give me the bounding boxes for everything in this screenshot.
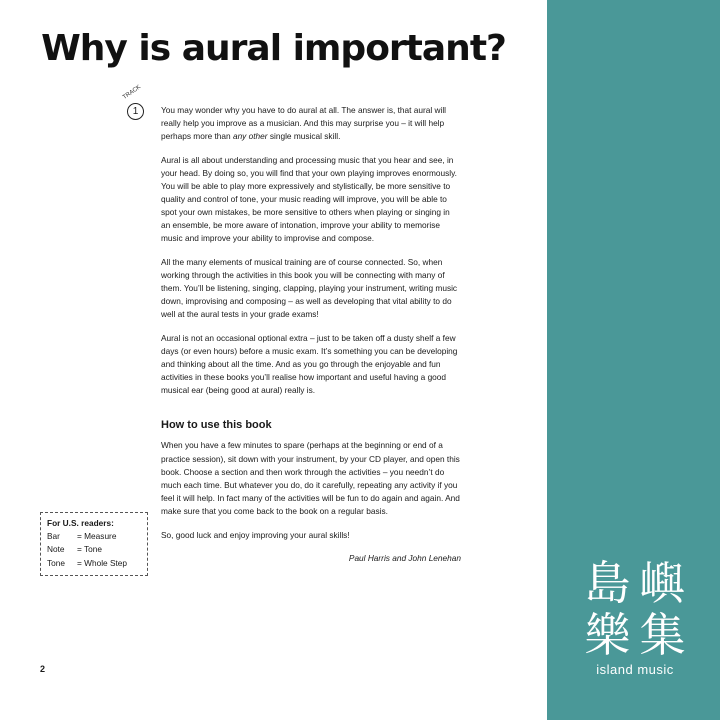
page-number: 2 — [40, 664, 46, 674]
track-label: TRACK — [122, 84, 143, 101]
us-readers-row: Tone = Whole Step — [47, 557, 128, 568]
section-heading: How to use this book — [161, 419, 272, 432]
logo-char: 樂 — [584, 608, 631, 662]
logo-char: 島 — [584, 556, 631, 610]
paragraph: All the many elements of musical training are of course connected. So, when working through the activities in this book you will be connecting with many of them. You’ll be listening, singing, clapping, playing your instrument, writing music down, improvising and composing – as well as developing that vital ability to do well at the aural tests in your grade exams! — [161, 256, 458, 320]
us-readers-title: For U.S. readers: — [47, 518, 114, 528]
track-number: 1 — [127, 103, 144, 120]
track-marker — [122, 84, 146, 122]
logo-char: 嶼 — [639, 556, 686, 610]
paragraph: So, good luck and enjoy improving your aural skills! — [161, 529, 350, 540]
us-readers-row: Note = Tone — [47, 544, 102, 555]
island-music-logo — [580, 557, 690, 677]
us-readers-row: Bar = Measure — [47, 531, 117, 542]
paragraph: When you have a few minutes to spare (perhaps at the beginning or end of a practice session), sit down with your instrument, by your CD player, and open this book. Choose a section and then work through the activities – you needn’t do much each time. But whatever you do, do it carefully, repeating any activity if you feel it will help. In fact many of the activities will be fun to do again and again. And make sure that you come back to the book on a regular basis. — [161, 440, 460, 516]
logo-char: 集 — [639, 608, 686, 662]
main-text — [161, 104, 461, 565]
paragraph: Aural is all about understanding and processing music that you hear and see, in your head. By doing so, you will find that your own playing improves enormously. You will be able to play more expressively and stylistically, be more sensitive to quality and control of tone, your music reading will improve, you will be able to spot your own mistakes, be more sensitive to others when playing or singing in an ensemble, be more aware of intonation, improve your ability to memorise music and improve your ability to improvise and compose. — [161, 154, 457, 244]
emphasis: any other — [232, 131, 268, 142]
logo-text: island music — [596, 662, 674, 677]
author-signature: Paul Harris and John Lenehan — [348, 553, 461, 564]
paragraph: Aural is not an occasional optional extra – just to be taken off a dusty shelf a few days (or even hours) before a music exam. It’s something you can be developing and thinking about all the time. And as you go through the enjoyable and fun activities in these books you’ll realise how important and useful having a good musical ear (being good at aural) really is. — [161, 332, 458, 396]
logo-characters — [580, 557, 690, 661]
page-title: Why is aural important? — [41, 28, 506, 69]
us-readers-box — [40, 512, 148, 576]
paragraph: You may wonder why you have to do aural at all. The answer is, that aural will really help you improve as a musician. And this may surprise you – it will help perhaps more than any other single musical skill. — [161, 105, 447, 142]
